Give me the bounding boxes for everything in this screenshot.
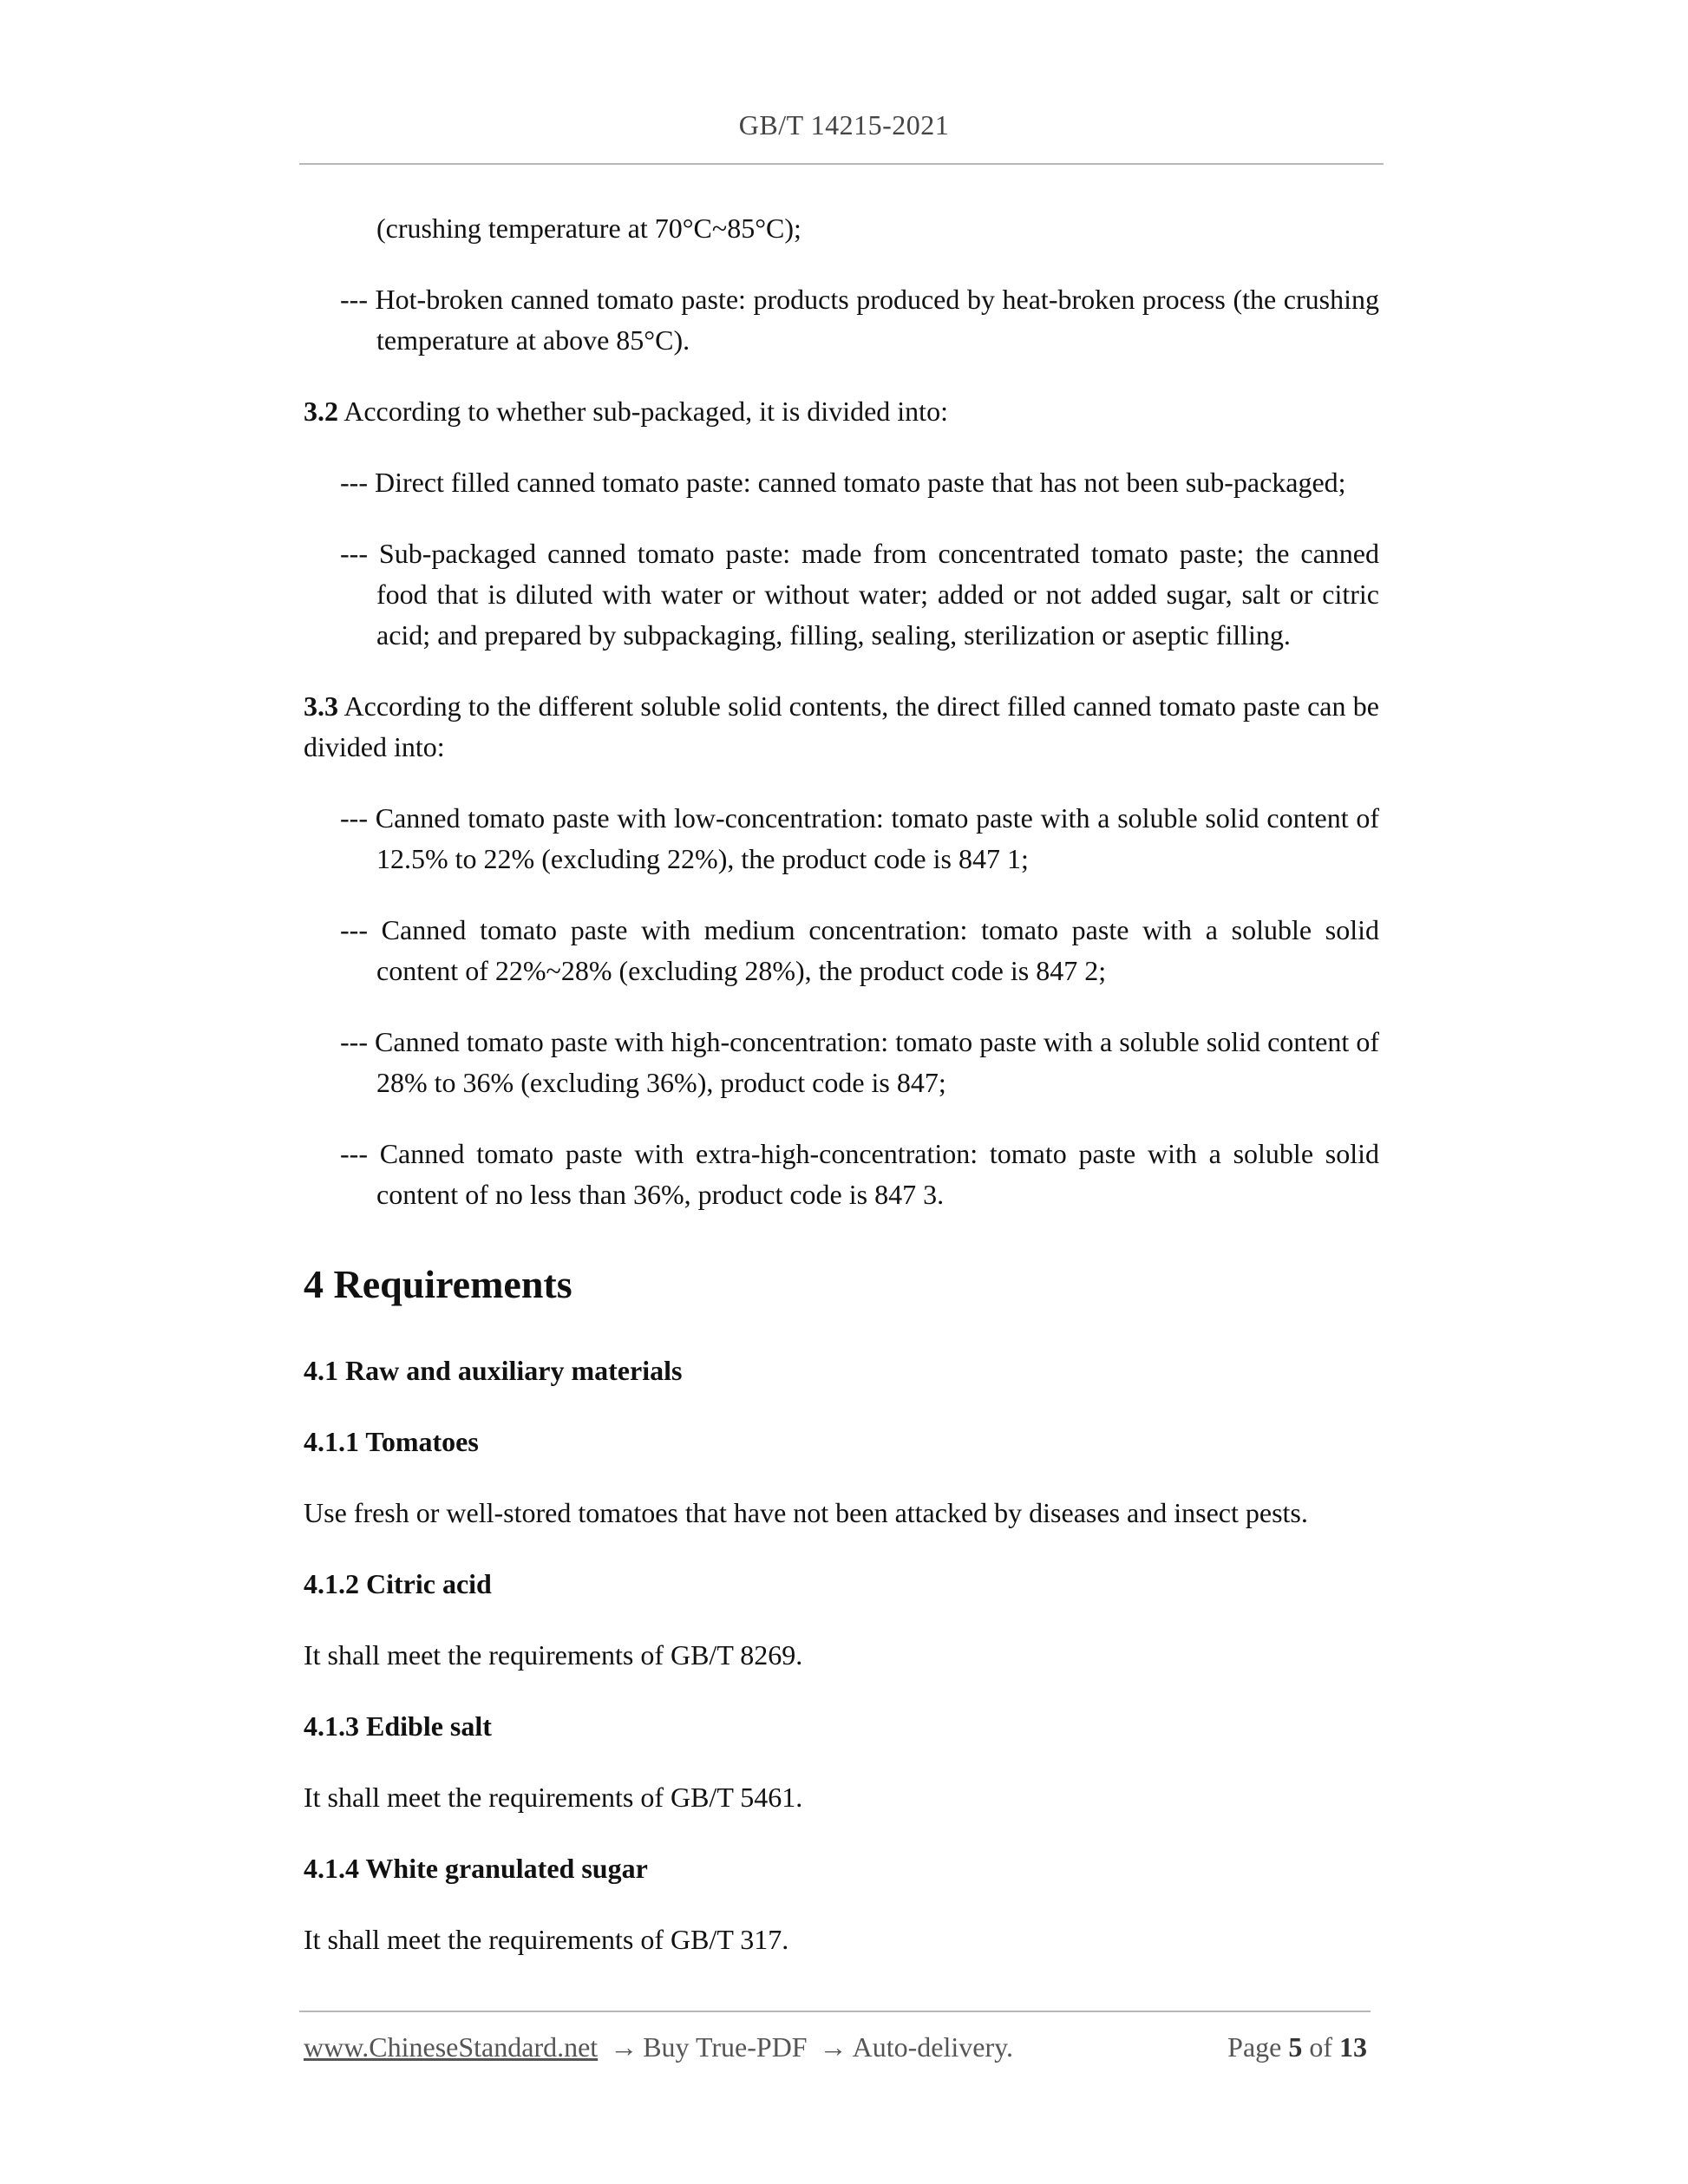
subsection-heading-raw-materials: 4.1 Raw and auxiliary materials (304, 1355, 683, 1386)
page-total: 13 (1339, 2031, 1367, 2063)
subsection-heading-citric-acid: 4.1.2 Citric acid (304, 1568, 492, 1599)
clause-3-3 (304, 686, 1379, 768)
running-header: GB/T 14215-2021 (738, 109, 950, 141)
subsection-heading-sugar: 4.1.4 White granulated sugar (304, 1853, 648, 1884)
clause-number: 3.2 (304, 396, 338, 427)
list-item-high-concentration: --- Canned tomato paste with high-concentration: tomato paste with a soluble solid content of 28% to 36% (excluding 36%), product code is 847; (340, 1026, 1379, 1098)
list-item-low-concentration: --- Canned tomato paste with low-concentration: tomato paste with a soluble solid content of 12.5% to 22% (excluding 22%), the product code is 847 1; (340, 802, 1379, 874)
page-current: 5 (1288, 2031, 1303, 2063)
auto-delivery-text: Auto-delivery. (852, 2031, 1014, 2063)
continuation-line: (crushing temperature at 70°C~85°C); (376, 213, 801, 244)
header-divider (299, 163, 1384, 165)
section-heading-requirements: 4 Requirements (304, 1262, 572, 1306)
clause-number: 3.3 (304, 690, 338, 722)
list-item-extra-high-concentration: --- Canned tomato paste with extra-high-concentration: tomato paste with a soluble solid content of no less than 36%, product code is 847 3. (340, 1138, 1379, 1210)
subsection-heading-tomatoes: 4.1.1 Tomatoes (304, 1426, 479, 1457)
paragraph-citric-acid: It shall meet the requirements of GB/T 8269. (304, 1639, 803, 1671)
paragraph-sugar: It shall meet the requirements of GB/T 317. (304, 1924, 789, 1955)
list-item-direct-filled: --- Direct filled canned tomato paste: canned tomato paste that has not been sub-packaged; (340, 467, 1346, 498)
list-item-medium-concentration: --- Canned tomato paste with medium concentration: tomato paste with a soluble solid content of 22%~28% (excluding 28%), the product code is 847 2; (340, 914, 1379, 986)
paragraph-edible-salt: It shall meet the requirements of GB/T 5461. (304, 1782, 803, 1813)
arrow-right-icon: → (610, 2031, 638, 2063)
clause-3-2 (304, 391, 1379, 432)
footer-promo (304, 2031, 1013, 2063)
list-item-hot-broken: --- Hot-broken canned tomato paste: products produced by heat-broken process (the crushing temperature at above 85°C). (340, 284, 1379, 356)
arrow-right-icon: → (819, 2031, 847, 2063)
clause-text: According to the different soluble solid contents, the direct filled canned tomato paste can be divided into: (304, 690, 1379, 762)
page-number (1227, 2031, 1367, 2063)
page-of-label: of (1309, 2031, 1332, 2063)
document-body (304, 208, 1379, 1991)
website-link[interactable]: www.ChineseStandard.net (304, 2031, 599, 2063)
buy-pdf-text: Buy True-PDF (643, 2031, 808, 2063)
clause-text: According to whether sub-packaged, it is divided into: (338, 396, 948, 427)
list-item-sub-packaged: --- Sub-packaged canned tomato paste: made from concentrated tomato paste; the canned food that is diluted with water or without water; added or not added sugar, salt or citric acid; and prepared by subpackaging, filling, sealing, sterilization or aseptic filling. (340, 538, 1379, 651)
footer-divider (299, 2011, 1371, 2012)
paragraph-tomatoes: Use fresh or well-stored tomatoes that have not been attacked by diseases and insect pests. (304, 1497, 1308, 1528)
page-label: Page (1227, 2031, 1282, 2063)
subsection-heading-edible-salt: 4.1.3 Edible salt (304, 1710, 492, 1742)
